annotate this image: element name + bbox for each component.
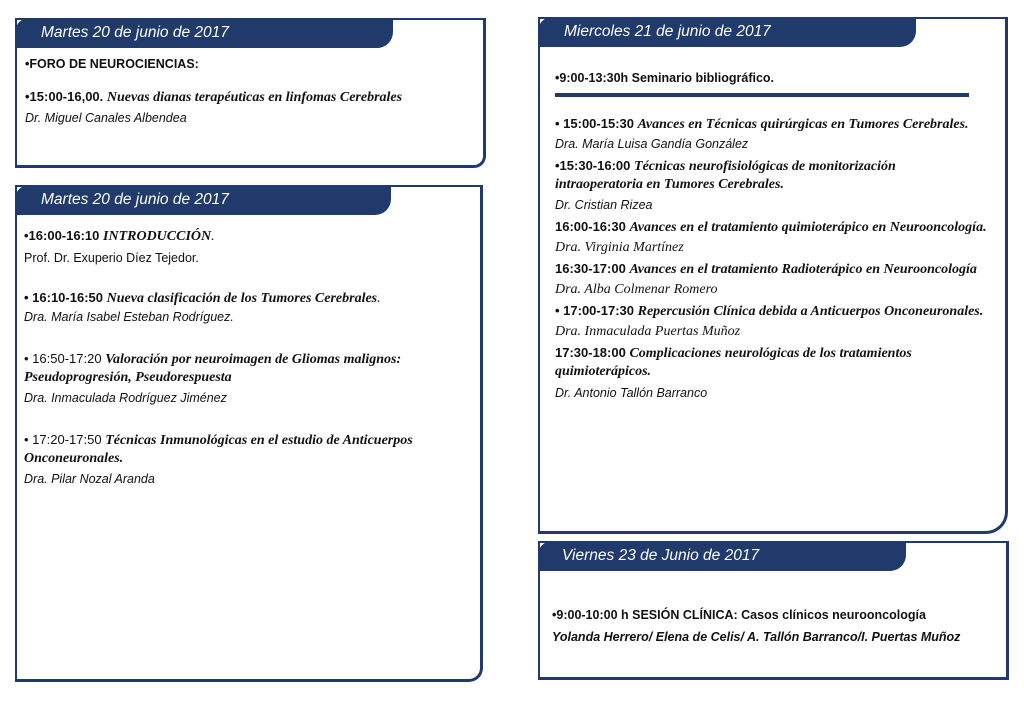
- time: • 15:00-15:30: [555, 116, 634, 131]
- list-item: [24, 431, 460, 488]
- talk-title: Técnicas neurofisiológicas de monitorización intraoperatoria en Tumores Cerebrales.: [555, 159, 896, 192]
- speaker: Dra. María Isabel Esteban Rodríguez.: [24, 310, 234, 324]
- panel-tuesday-afternoon: [15, 185, 483, 682]
- panel-body: [555, 70, 987, 87]
- speaker: Dr. Antonio Tallón Barranco: [555, 386, 708, 400]
- panel-body: [555, 115, 987, 402]
- list-item: [555, 260, 987, 298]
- time: • 16:10-16:50: [24, 290, 103, 305]
- panel-title: [538, 17, 916, 47]
- list-item: [24, 350, 460, 407]
- time: •15:00-16,00.: [25, 89, 104, 104]
- time: 17:30-18:00: [555, 345, 626, 360]
- speaker: Dra. Inmaculada Rodríguez Jiménez: [24, 391, 227, 405]
- time: • 17:00-17:30: [555, 303, 634, 318]
- list-item: [555, 218, 987, 256]
- speaker: Dra. María Luisa Gandía González: [555, 137, 749, 151]
- talk-title: Repercusión Clínica debida a Anticuerpos Onconeuronales.: [637, 304, 984, 319]
- time: •16:00-16:10: [24, 228, 100, 243]
- list-item: [24, 289, 460, 326]
- speaker: Dra. Pilar Nozal Aranda: [24, 472, 155, 486]
- clinical-session: •9:00-10:00 h SESIÓN CLÍNICA: Casos clínicos neurooncología: [552, 608, 926, 622]
- panel-wednesday: [538, 17, 1008, 534]
- panel-title-text: Viernes 23 de Junio de 2017: [562, 547, 760, 564]
- speaker: Dra. Virginia Martínez: [555, 240, 684, 255]
- forum-heading: •FORO DE NEUROCIENCIAS:: [25, 57, 199, 71]
- panel-title: [15, 185, 391, 215]
- talk-title: Avances en el tratamiento quimioterápico en Neurooncología.: [629, 220, 987, 235]
- panel-body: [25, 56, 469, 127]
- speaker: Prof. Dr. Exuperio Díez Tejedor.: [24, 251, 199, 265]
- list-item: [555, 344, 987, 402]
- time: • 17:20-17:50: [24, 432, 102, 447]
- panel-title: [15, 18, 393, 48]
- list-item: [555, 302, 987, 340]
- speaker: Dr. Miguel Canales Albendea: [25, 111, 187, 125]
- talk-title: Nuevas dianas terapéuticas en linfomas Cerebrales: [106, 90, 403, 105]
- panel-friday: [538, 541, 1009, 680]
- panel-body: [552, 607, 986, 646]
- speaker: Dr. Cristian Rizea: [555, 198, 653, 212]
- speaker: Dra. Alba Colmenar Romero: [555, 282, 718, 297]
- talk-title: INTRODUCCIÓN: [103, 229, 212, 244]
- talk-title: Avances en el tratamiento Radioterápico en Neurooncología: [629, 262, 977, 277]
- speaker: Dra. Inmaculada Puertas Muñoz: [555, 324, 741, 339]
- trail: .: [377, 291, 381, 306]
- talk-title: Valoración por neuroimagen de Gliomas malignos: Pseudoprogresión, Pseudorespuesta: [24, 352, 402, 385]
- time: 16:00-16:30: [555, 219, 626, 234]
- talk-title: Complicaciones neurológicas de los tratamientos quimioterápicos.: [555, 346, 912, 379]
- panel-title: [538, 541, 906, 571]
- time: •15:30-16:00: [555, 158, 631, 173]
- panel-body: [24, 227, 460, 488]
- talk-title: Técnicas Inmunológicas en el estudio de Anticuerpos Onconeuronales.: [24, 433, 413, 466]
- list-item: [555, 157, 987, 214]
- trail: .: [211, 229, 215, 244]
- panel-tuesday-forum: [15, 18, 486, 168]
- speakers: Yolanda Herrero/ Elena de Celis/ A. Tallón Barranco/I. Puertas Muñoz: [552, 630, 961, 644]
- time: • 16:50-17:20: [24, 351, 102, 366]
- list-item: [24, 227, 460, 267]
- talk-title: Nueva clasificación de los Tumores Cerebrales: [106, 291, 378, 306]
- list-item: [555, 115, 987, 153]
- seminar-item: •9:00-13:30h Seminario bibliográfico.: [555, 71, 775, 85]
- panel-title-text: Miercoles 21 de junio de 2017: [564, 23, 771, 40]
- list-item: [25, 88, 469, 106]
- talk-title: Avances en Técnicas quirúrgicas en Tumores Cerebrales.: [637, 117, 969, 132]
- panel-title-text: Martes 20 de junio de 2017: [41, 191, 229, 208]
- time: 16:30-17:00: [555, 261, 626, 276]
- divider: [555, 93, 969, 97]
- panel-title-text: Martes 20 de junio de 2017: [41, 24, 229, 41]
